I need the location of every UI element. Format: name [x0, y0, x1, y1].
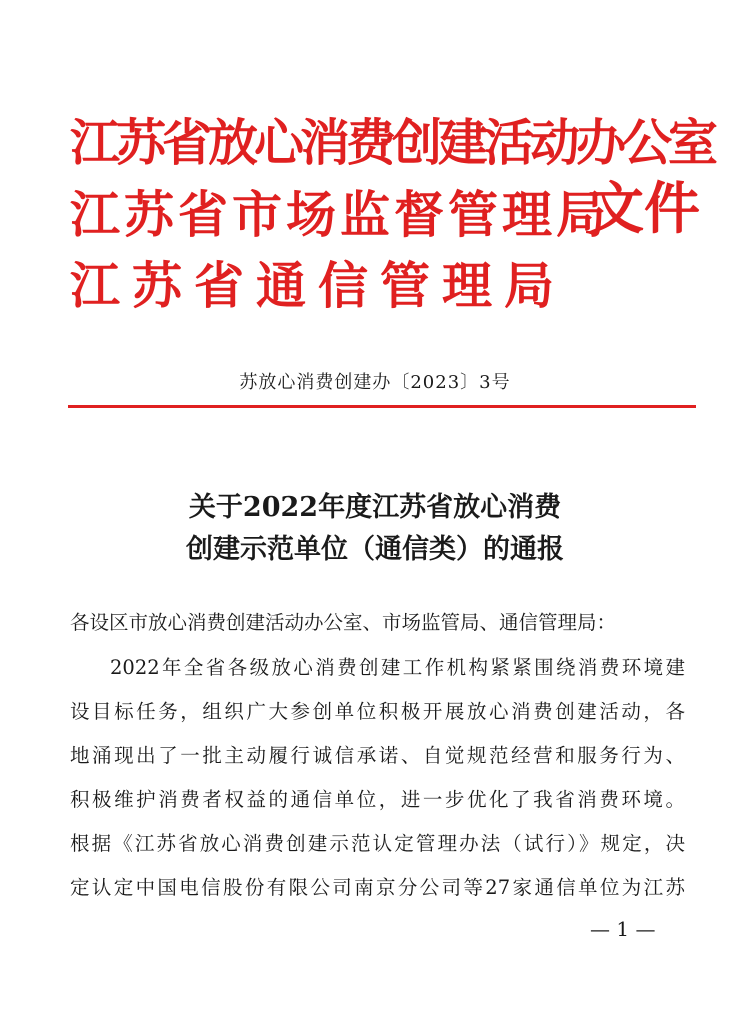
red-divider [68, 405, 696, 408]
salutation: 各设区市放心消费创建活动办公室、市场监管局、通信管理局： [70, 611, 617, 634]
body-line: 设目标任务，组织广大参创单位积极开展放心消费创建活动，各 [70, 700, 685, 723]
document-number: 苏放心消费创建办〔2023〕3号 [239, 372, 511, 393]
body-line: 2022年全省各级放心消费创建工作机构紧紧围绕消费环境建 [110, 656, 685, 679]
document-label: 文件 [588, 177, 700, 242]
issuer-market-regulation: 江苏省市场监督管理局 [70, 186, 610, 244]
page-number: — 1 — [590, 917, 656, 941]
body-line: 积极维护消费者权益的通信单位，进一步优化了我省消费环境。 [70, 788, 685, 811]
body-line: 地涌现出了一批主动履行诚信承诺、自觉规范经营和服务行为、 [70, 744, 685, 767]
body-line: 定认定中国电信股份有限公司南京分公司等27家通信单位为江苏 [70, 876, 685, 899]
issuer-communications: 江苏省通信管理局 [70, 257, 566, 315]
title-line-1: 关于2022年度江苏省放心消费 [188, 492, 562, 523]
issuer-office: 江苏省放心消费创建活动办公室 [70, 114, 714, 172]
title-line-2: 创建示范单位（通信类）的通报 [186, 534, 564, 565]
body-line: 根据《江苏省放心消费创建示范认定管理办法（试行）》规定，决 [70, 832, 685, 855]
